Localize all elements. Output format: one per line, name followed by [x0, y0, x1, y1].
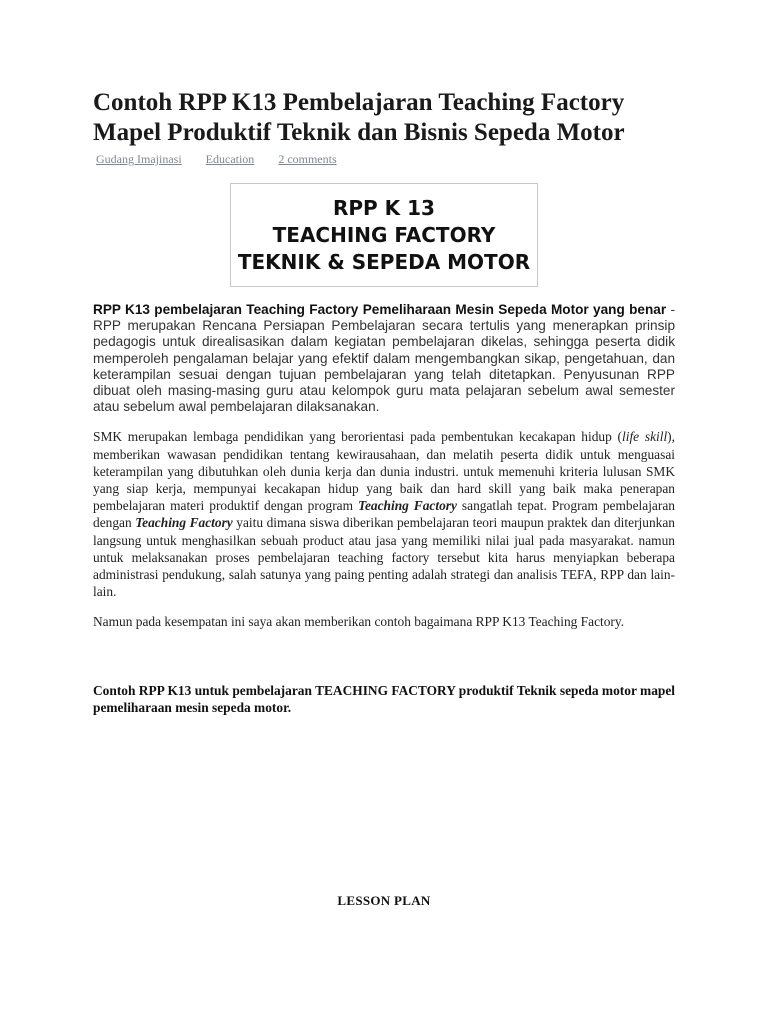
- smk-bold-italic-1: Teaching Factory: [358, 498, 457, 514]
- author-link[interactable]: Gudang Imajinasi: [96, 152, 182, 166]
- intro-bold: RPP K13 pembelajaran Teaching Factory Pemeliharaan Mesin Sepeda Motor yang benar: [93, 302, 667, 317]
- smk-text-2: ), memberikan wawasan pendidikan tentang kewirausahaan, dan melatih peserta didik untuk menguasai keterampilan yang dibutuhkan oleh dunia kerja dan dunia industri. untuk memenuhi kriteria lulusan SMK yang siap kerja, mempunyai kecakapan hidup yang baik dan hard skill yang baik maka penerapan pembelajaran materi produktif dengan program: [93, 429, 675, 514]
- subheading: Contoh RPP K13 untuk pembelajaran TEACHING FACTORY produktif Teknik sepeda motor mapel pemeliharaan mesin sepeda motor.: [93, 682, 675, 715]
- smk-text-1: SMK merupakan lembaga pendidikan yang berorientasi pada pembentukan kecakapan hidup (: [93, 429, 622, 445]
- banner-line-3: TEKNIK & SEPEDA MOTOR: [237, 249, 531, 274]
- closing-paragraph: Namun pada kesempatan ini saya akan memberikan contoh bagaimana RPP K13 Teaching Factory.: [93, 614, 625, 630]
- smk-text-4: yaitu dimana siswa diberikan pembelajaran teori maupun praktek dan diterjunkan langsung untuk menghasilkan sebuah product atau jasa yang memiliki nilai jual pada masyarakat. namun untuk melaksanakan proses pembelajaran teaching factory tersebut kita harus menyiapkan beberapa administrasi pendukung, salah satunya yang paing penting adalah strategi dan analisis TEFA, RPP dan lain-lain.: [93, 515, 675, 600]
- article: [93, 88, 675, 716]
- banner-image: [230, 183, 538, 287]
- banner-line-1: RPP K 13: [333, 195, 435, 220]
- category-link[interactable]: Education: [205, 152, 255, 166]
- lesson-plan-heading: LESSON PLAN: [337, 893, 431, 908]
- smk-italic: life skill: [622, 429, 668, 445]
- post-meta: [93, 152, 675, 167]
- smk-bold-italic-2: Teaching Factory: [135, 515, 233, 531]
- smk-paragraph: [93, 428, 675, 600]
- smk-text-3: sangatlah tepat. Program pembelajaran dengan: [93, 498, 675, 531]
- comments-link[interactable]: 2 comments: [278, 152, 337, 166]
- intro-text: - RPP merupakan Rencana Persiapan Pembelajaran secara tertulis yang menerapkan prinsip pedagogis untuk direalisasikan dalam kegiatan pembelajaran dikelas, sehingga peserta didik memperoleh pengalaman belajar yang efektif dalam mengembangkan sikap, pengetahuan, dan keterampilan sesuai dengan tujuan pembelajaran yang telah ditetapkan. Penyusunan RPP dibuat oleh masing-masing guru atau kelompok guru mata pelajaran sebelum awal semester atau sebelum awal pembelajaran dilaksanakan.: [93, 302, 675, 415]
- article-title: Contoh RPP K13 Pembelajaran Teaching Factory Mapel Produktif Teknik dan Bisnis Sepeda Motor: [93, 89, 625, 146]
- banner-line-2: TEACHING FACTORY: [272, 222, 496, 247]
- intro-paragraph: [93, 302, 675, 415]
